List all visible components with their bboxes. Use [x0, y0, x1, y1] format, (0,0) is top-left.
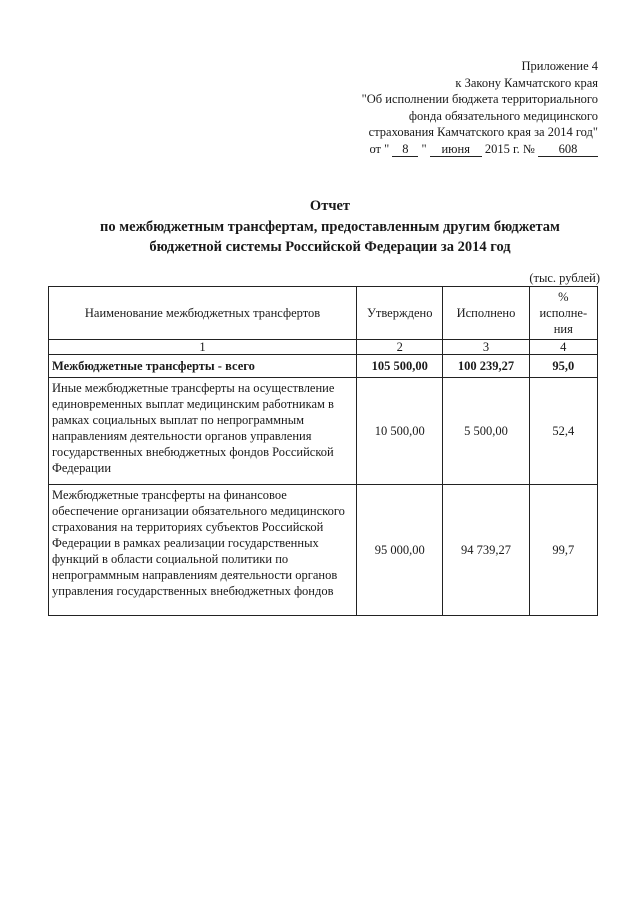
- appendix-block: [318, 58, 598, 157]
- header-name: Наименование межбюджетных трансфертов: [49, 287, 357, 340]
- row-name: Иные межбюджетные трансферты на осуществление единовременных выплат медицинским работникам в рамках социальных выплат по непрограммным направлениям деятельности органов управления государственных внебюджетных фондов Российской Федерации: [49, 378, 357, 485]
- appendix-date-line: [318, 141, 598, 158]
- appendix-line-3: "Об исполнении бюджета территориального: [361, 92, 598, 106]
- header-percent-line-1: %: [558, 290, 569, 304]
- row-executed: 94 739,27: [443, 485, 529, 616]
- header-approved: Утверждено: [357, 287, 443, 340]
- row-executed: 5 500,00: [443, 378, 529, 485]
- row-percent: 52,4: [529, 378, 597, 485]
- appendix-line-4: фонда обязательного медицинского: [408, 108, 598, 123]
- column-number-row: [49, 340, 598, 355]
- row-approved: 10 500,00: [357, 378, 443, 485]
- transfers-table: [48, 286, 598, 616]
- column-number: 1: [49, 340, 357, 355]
- total-row: [49, 355, 598, 378]
- appendix-line-5: страхования Камчатского края за 2014 год": [368, 125, 598, 139]
- table-row: [49, 485, 598, 616]
- date-month: июня: [430, 143, 482, 157]
- units-label: (тыс. рублей): [529, 271, 600, 285]
- header-executed: Исполнено: [443, 287, 529, 340]
- row-name: Межбюджетные трансферты на финансовое обеспечение организации обязательного медицинского страхования на территориях субъектов Российской Федерации в рамках реализации государственных функций в области социальной политики по непрограммным направлениям деятельности органов управления государственных внебюджетных фондов: [49, 485, 357, 616]
- title-line-2: по межбюджетным трансфертам, предоставленным другим бюджетам: [100, 218, 560, 235]
- header-percent-line-2: исполне-: [539, 306, 588, 320]
- row-percent: 99,7: [529, 485, 597, 616]
- row-approved: 95 000,00: [357, 485, 443, 616]
- report-title: [40, 196, 620, 258]
- column-number: 4: [529, 340, 597, 355]
- total-approved: 105 500,00: [357, 355, 443, 378]
- total-name: Межбюджетные трансферты - всего: [49, 355, 357, 378]
- table-row: [49, 378, 598, 485]
- date-day: 8: [392, 143, 418, 157]
- column-number: 2: [357, 340, 443, 355]
- date-quote: ": [421, 141, 427, 156]
- total-percent: 95,0: [529, 355, 597, 378]
- appendix-line-1: Приложение 4: [521, 59, 598, 73]
- column-number: 3: [443, 340, 529, 355]
- date-prefix: от ": [369, 141, 390, 156]
- total-executed: 100 239,27: [443, 355, 529, 378]
- document-number: 608: [538, 143, 598, 157]
- table-header-row: [49, 287, 598, 340]
- appendix-line-2: к Закону Камчатского края: [455, 75, 598, 90]
- title-line-1: Отчет: [309, 198, 351, 214]
- header-percent-line-3: ния: [553, 322, 573, 336]
- title-line-3: бюджетной системы Российской Федерации за 2014 год: [149, 239, 511, 255]
- header-percent: [529, 287, 597, 340]
- date-year: 2015 г. №: [484, 141, 535, 156]
